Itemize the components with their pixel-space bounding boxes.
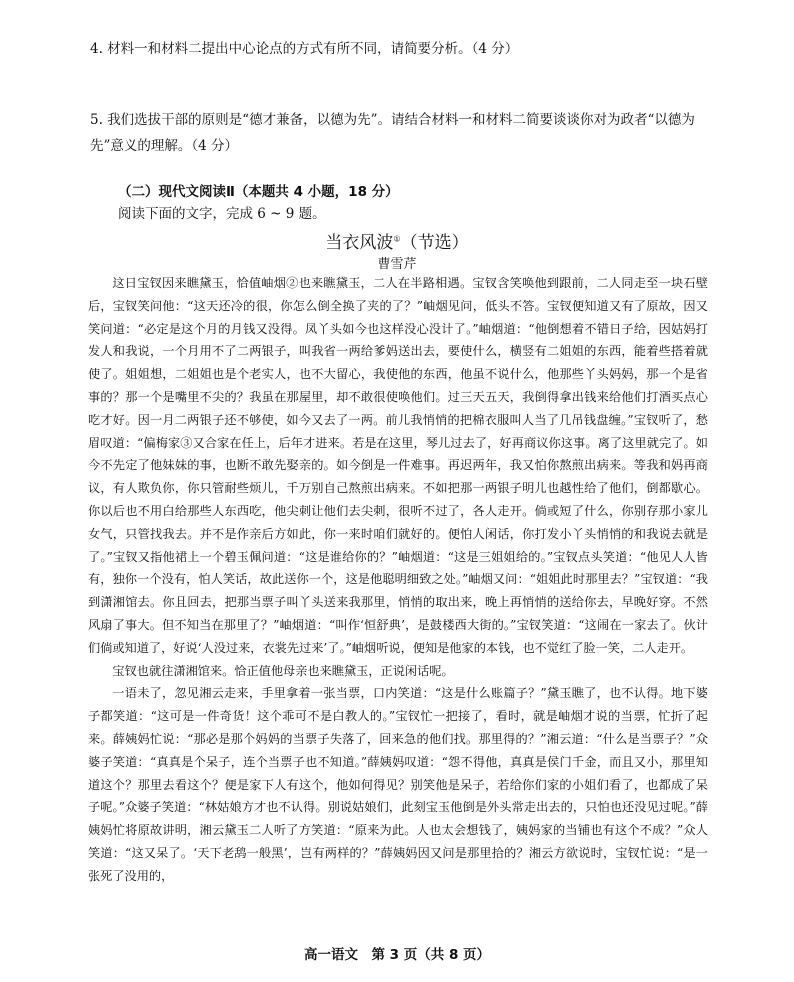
title-footnote-mark: ① [393, 234, 401, 244]
article-title-text: 当衣风波 [325, 233, 394, 253]
question-5: 5. 我们选拔干部的原则是“德才兼备，以德为先”。请结合材料一和材料二简要谈谈你对为政者“以德为先”意义的理解。（4 分） [90, 112, 695, 154]
article-paragraph: 一语未了，忽见湘云走来，手里拿着一张当票，口内笑道：“这是什么账篇子？”黛玉瞧了，也不认得。地下婆子都笑道：“这可是一件奇货！这个乖可不是白教人的。”宝钗忙一把接了，看时，就是岫烟才说的当票，忙折了起来。薛姨妈忙说：“那必是那个妈妈的当票子失落了，回来急的他们找。那里得的？”湘云道：“什么是当票子？”众婆子笑道：“真真是个呆子，连个当票子也不知道。”薛姨妈叹道：“怨不得他，真真是侯门千金，而且又小，那里知道这个？那里去看这个？便是家下人有这个，他如何得见？别笑他是呆子，若给你们家的小姐们看了，也都成了呆子呢。”众婆子笑道：“林姑娘方才也不认得。别说姑娘们，此刻宝玉他倒是外头常走出去的，只怕也还没见过呢。”薛姨妈忙将原故讲明，湘云黛玉二人听了方笑道：“原来为此。人也太会想钱了，姨妈家的当铺也有这个不成？”众人笑道：“这又呆了。‘天下老鸹一般黑’，岂有两样的？”薛姨妈因又问是那里拾的？湘云方欲说时，宝钗忙说：“是一张死了没用的， [88, 686, 708, 883]
section-heading: （二）现代文阅读Ⅱ（本题共 4 小题，18 分） [118, 184, 399, 200]
article-body [88, 272, 708, 888]
article-author: 曹雪芹 [377, 257, 417, 272]
page-footer: 高一语文 第 3 页（共 8 页） [303, 947, 491, 963]
article-title-suffix: （节选） [400, 233, 469, 253]
section-instruction: 阅读下面的文字，完成 6 ~ 9 题。 [118, 206, 326, 222]
question-4: 4. 材料一和材料二提出中心论点的方式有所不同，请简要分析。（4 分） [90, 41, 519, 57]
article-title [0, 228, 794, 253]
article-paragraph: 这日宝钗因来瞧黛玉，恰值岫烟②也来瞧黛玉，二人在半路相遇。宝钗含笑唤他到跟前，二人同走至一块石壁后，宝钗笑问他：“这天还冷的很，你怎么倒全换了夹的了？”岫烟见问，低头不答。宝钗便知道又有了原故，因又笑问道：“必定是这个月的月钱又没得。凤丫头如今也这样没心没计了。”岫烟道：“他倒想着不错日子给，因姑妈打发人和我说，一个月用不了二两银子，叫我省一两给爹妈送出去，要使什么，横竖有二姐姐的东西，能着些搭着就使了。姐姐想，二姐姐也是个老实人，也不大留心，我使他的东西，他虽不说什么，他那些丫头妈妈，那一个是省事的？那一个是嘴里不尖的？我虽在那屋里，却不敢很使唤他们。过三天五天，我倒得拿出钱来给他们打酒买点心吃才好。因一月二两银子还不够使，如今又去了一两。前儿我悄悄的把棉衣服叫人当了几吊钱盘缠。”宝钗听了，愁眉叹道：“偏梅家③又合家在任上，后年才进来。若是在这里，琴儿过去了，好再商议你这事。离了这里就完了。如今不先定了他妹妹的事，也断不敢先娶亲的。如今倒是一件难事。再迟两年，我又怕你熬煎出病来。等我和妈再商议，有人欺负你，你只管耐些烦儿，千万别自己熬煎出病来。不如把那一两银子明儿也越性给了他们，倒都歇心。你以后也不用白给那些人东西吃，他尖刺让他们去尖刺，很听不过了，各人走开。倘或短了什么，你别存那小家儿女气，只管找我去。并不是作亲后方如此，你一来时咱们就好的。便怕人闲话，你打发小丫头悄悄的和我说去就是了。”宝钗又指他裙上一个碧玉佩问道：“这是谁给你的？”岫烟道：“这是三姐姐给的。”宝钗点头笑道：“他见人人皆有，独你一个没有，怕人笑话，故此送你一个，这是他聪明细致之处。”岫烟又问：“姐姐此时那里去？”宝钗道：“我到潇湘馆去。你且回去，把那当票子叫丫头送来我那里，悄悄的取出来，晚上再悄悄的送给你去，早晚好穿。不然风扇了事大。但不知当在那里了？”岫烟道：“叫作‘恒舒典’，是鼓楼西大街的。”宝钗笑道：“这闹在一家去了。伙计们倘或知道了，好说‘人没过来，衣裳先过来’了。”岫烟听说，便知是他家的本钱，也不觉红了脸一笑，二人走开。 [88, 276, 708, 655]
article-paragraph: 宝钗也就往潇湘馆来。恰正值他母亲也来瞧黛玉，正说闲话呢。 [112, 663, 454, 678]
